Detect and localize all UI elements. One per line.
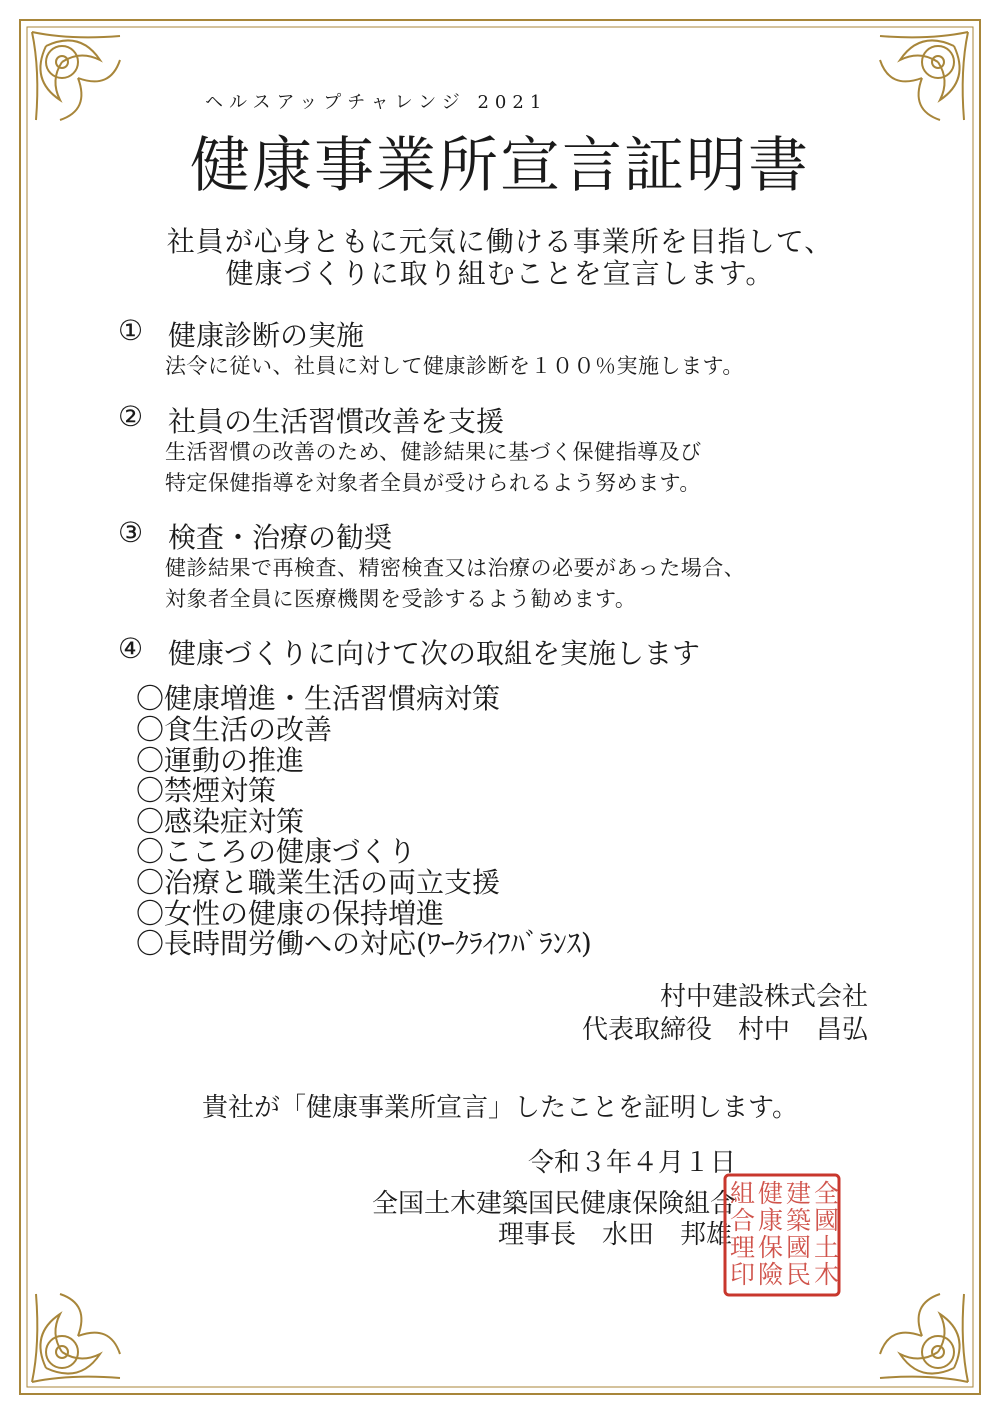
official-seal-stamp xyxy=(722,1172,842,1298)
initiative-item: 〇女性の健康の保持増進 xyxy=(136,897,445,930)
svg-text:土: 土 xyxy=(814,1233,840,1262)
item-2-number: ② xyxy=(118,400,144,433)
chairman-name: 理事長 水田 邦雄 xyxy=(498,1220,733,1250)
svg-text:民: 民 xyxy=(786,1260,812,1289)
svg-text:木: 木 xyxy=(814,1260,840,1289)
initiative-item: 〇感染症対策 xyxy=(136,805,305,838)
svg-text:險: 險 xyxy=(758,1260,784,1289)
svg-text:理: 理 xyxy=(730,1233,756,1262)
initiative-item: 〇長時間労働への対応(ﾜｰｸﾗｲﾌﾊﾞﾗﾝｽ) xyxy=(136,927,592,960)
initiative-item: 〇食生活の改善 xyxy=(136,713,333,746)
svg-text:建: 建 xyxy=(786,1179,812,1208)
corner-ornament-top-right xyxy=(880,32,968,120)
issuer-name: 全国土木建築国民健康保険組合 xyxy=(371,1189,736,1219)
item-2-heading: 社員の生活習慣改善を支援 xyxy=(168,405,505,438)
item-4-heading: 健康づくりに向けて次の取組を実施します xyxy=(168,637,701,670)
svg-text:國: 國 xyxy=(814,1206,840,1235)
corner-ornament-top-left xyxy=(32,32,120,120)
item-2-body-line-2: 特定保健指導を対象者全員が受けられるよう努めます。 xyxy=(165,471,701,495)
initiative-item: 〇こころの健康づくり xyxy=(136,835,417,868)
svg-text:國: 國 xyxy=(786,1233,812,1262)
svg-text:築: 築 xyxy=(786,1206,812,1235)
intro-line-1: 社員が心身ともに元気に働ける事業所を目指して、 xyxy=(166,225,834,258)
initiative-item: 〇健康増進・生活習慣病対策 xyxy=(136,682,501,715)
svg-text:全: 全 xyxy=(814,1179,840,1208)
certificate-title: 健康事業所宣言証明書 xyxy=(190,131,810,201)
corner-ornament-bottom-right xyxy=(880,1294,968,1382)
corner-ornament-bottom-left xyxy=(32,1294,120,1382)
certification-statement: 貴社が「健康事業所宣言」したことを証明します。 xyxy=(202,1093,798,1123)
svg-text:合: 合 xyxy=(730,1206,756,1235)
svg-text:康: 康 xyxy=(758,1206,784,1235)
issue-date: 令和３年４月１日 xyxy=(527,1148,736,1178)
item-1-number: ① xyxy=(118,314,144,347)
item-3-body-line-2: 対象者全員に医療機関を受診するよう勧めます。 xyxy=(165,587,637,611)
initiative-item: 〇運動の推進 xyxy=(136,744,305,777)
svg-text:健: 健 xyxy=(758,1179,784,1208)
company-name: 村中建設株式会社 xyxy=(659,982,868,1012)
initiative-item: 〇治療と職業生活の両立支援 xyxy=(136,866,501,899)
intro-line-2: 健康づくりに取り組むことを宣言します。 xyxy=(225,257,775,290)
representative-name: 代表取締役 村中 昌弘 xyxy=(581,1015,868,1045)
item-3-heading: 検査・治療の勧奨 xyxy=(168,521,393,554)
initiative-item: 〇禁煙対策 xyxy=(136,774,277,807)
certificate-subtitle: ヘルスアップチャレンジ 2021 xyxy=(205,92,548,113)
item-1-heading: 健康診断の実施 xyxy=(168,319,365,352)
item-2-body-line-1: 生活習慣の改善のため、健診結果に基づく保健指導及び xyxy=(165,440,702,464)
svg-text:印: 印 xyxy=(730,1260,756,1289)
item-1-body-line-1: 法令に従い、社員に対して健康診断を１００％実施します。 xyxy=(165,354,744,378)
item-4-number: ④ xyxy=(118,632,144,665)
item-3-number: ③ xyxy=(118,516,144,549)
item-3-body-line-1: 健診結果で再検査、精密検査又は治療の必要があった場合、 xyxy=(165,556,746,580)
svg-text:保: 保 xyxy=(758,1233,784,1262)
svg-text:組: 組 xyxy=(730,1179,756,1208)
